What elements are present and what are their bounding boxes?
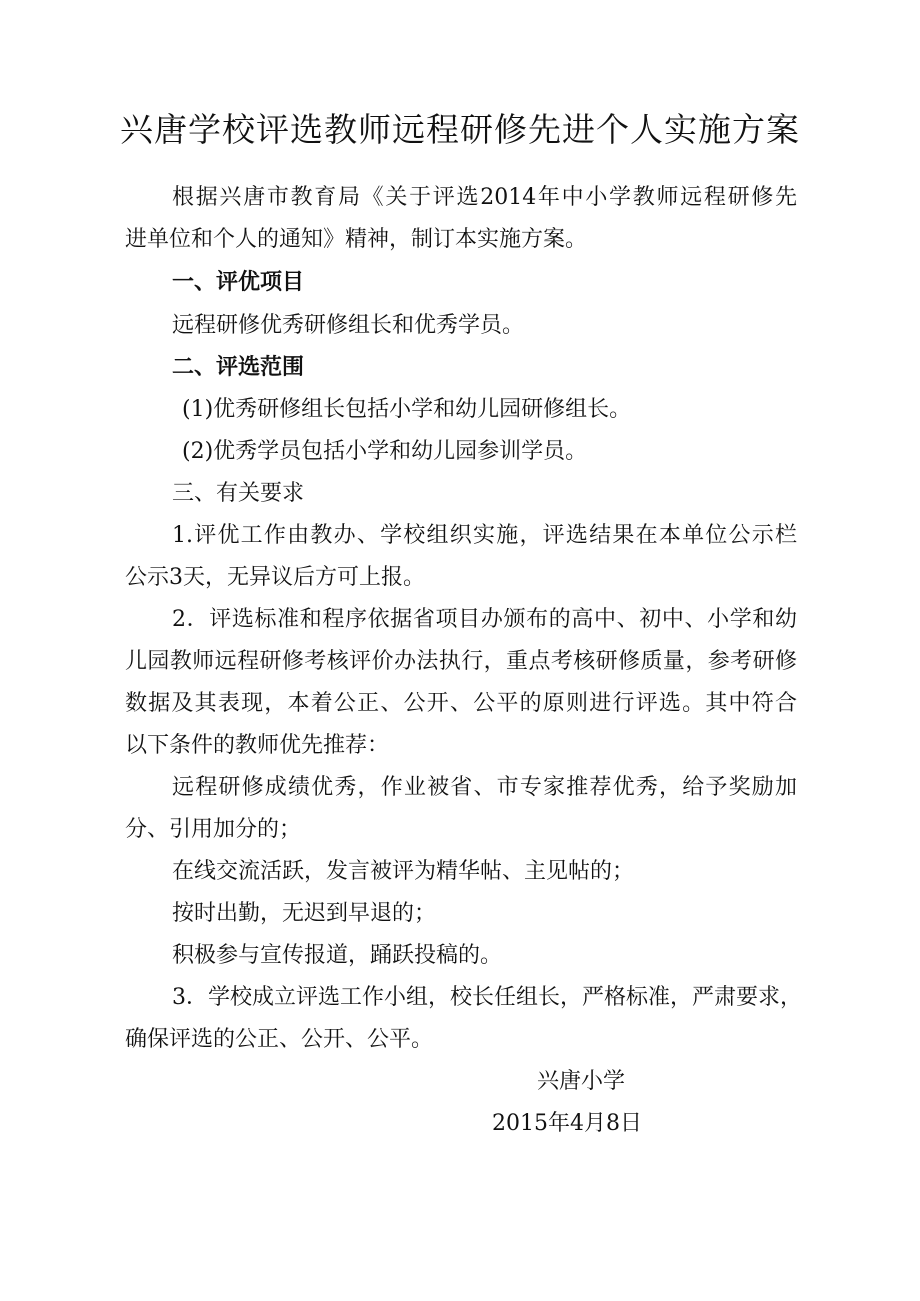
condition-1-line-1: 远程研修成绩优秀，作业被省、市专家推荐优秀，给予奖励加	[172, 775, 797, 800]
requirement-2-line-4: 以下条件的教师优先推荐：	[125, 733, 390, 758]
scope-item-2: (2)优秀学员包括小学和幼儿园参训学员。	[182, 439, 588, 464]
requirement-1-line-2: 公示3天，无异议后方可上报。	[125, 565, 425, 590]
requirement-1-line-1: 1.评优工作由教办、学校组织实施，评选结果在本单位公示栏	[172, 523, 797, 548]
section-heading-evaluation-items: 一、评优项目	[172, 270, 305, 295]
condition-1-line-2: 分、引用加分的；	[125, 817, 302, 842]
signature-organization: 兴唐小学	[537, 1069, 626, 1094]
condition-2: 在线交流活跃，发言被评为精华帖、主见帖的；	[172, 859, 635, 884]
condition-3: 按时出勤，无迟到早退的；	[172, 901, 437, 926]
requirement-2-line-2: 儿园教师远程研修考核评价办法执行，重点考核研修质量，参考研修	[125, 649, 797, 674]
requirement-3-line-2: 确保评选的公正、公开、公平。	[125, 1027, 434, 1052]
requirement-2-line-3: 数据及其表现，本着公正、公开、公平的原则进行评选。其中符合	[125, 691, 797, 716]
intro-line-2: 进单位和个人的通知》精神，制订本实施方案。	[125, 227, 588, 252]
signature-date: 2015年4月8日	[492, 1111, 642, 1136]
requirement-3-line-1: 3．学校成立评选工作小组，校长任组长，严格标准，严肃要求，	[172, 985, 802, 1010]
section-heading-scope: 二、评选范围	[172, 355, 305, 380]
requirement-2-line-1: 2．评选标准和程序依据省项目办颁布的高中、初中、小学和幼	[172, 607, 797, 632]
document-title: 兴唐学校评选教师远程研修先进个人实施方案	[120, 110, 800, 149]
condition-4: 积极参与宣传报道，踊跃投稿的。	[172, 943, 503, 968]
scope-item-1: (1)优秀研修组长包括小学和幼儿园研修组长。	[182, 397, 632, 422]
section-body-evaluation-items: 远程研修优秀研修组长和优秀学员。	[172, 313, 525, 338]
intro-line-1: 根据兴唐市教育局《关于评选2014年中小学教师远程研修先	[172, 185, 797, 210]
section-heading-requirements: 三、有关要求	[172, 481, 305, 506]
